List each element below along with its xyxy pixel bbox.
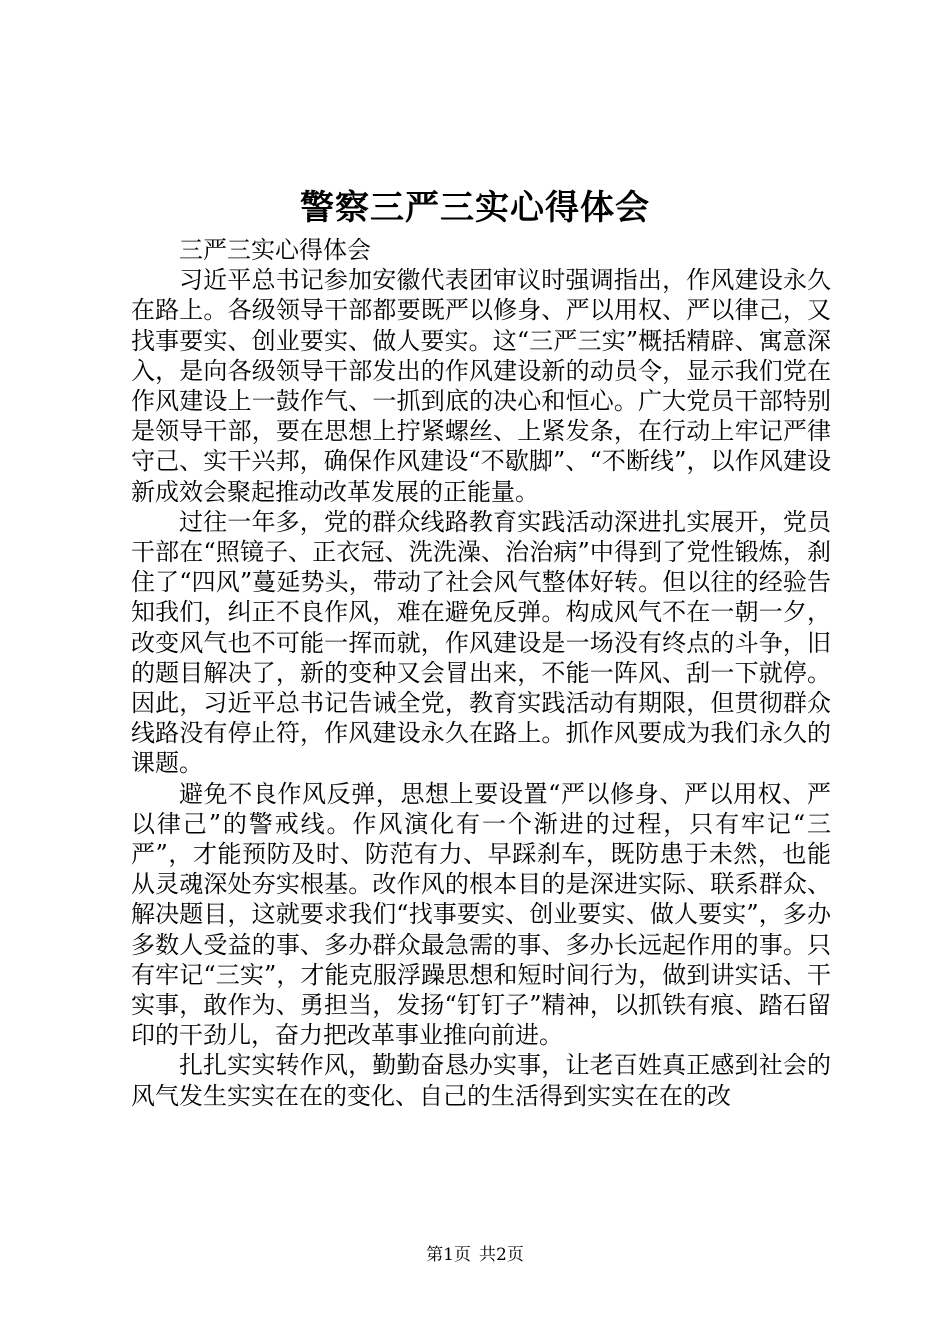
document-body bbox=[131, 235, 831, 1111]
page-number: 第1页 bbox=[426, 1245, 471, 1265]
page-total: 共2页 bbox=[479, 1245, 524, 1265]
body-paragraph: 习近平总书记参加安徽代表团审议时强调指出，作风建设永久在路上。各级领导干部都要既严以修身、严以用权、严以律己，又找事要实、创业要实、做人要实。这“三严三实”概括精辟、寓意深入，是向各级领导干部发出的作风建设新的动员令，显示我们党在作风建设上一鼓作气、一抓到底的决心和恒心。广大党员干部特别是领导干部，要在思想上拧紧螺丝、上紧发条，在行动上牢记严律守己、实干兴邦，确保作风建设“不歇脚”、“不断线”，以作风建设新成效会聚起推动改革发展的正能量。 bbox=[131, 266, 831, 506]
subtitle-paragraph: 三严三实心得体会 bbox=[179, 236, 371, 264]
body-paragraph: 过往一年多，党的群众线路教育实践活动深进扎实展开，党员干部在“照镜子、正衣冠、洗洗澡、治治病”中得到了党性锻炼，刹住了“四风”蔓延势头，带动了社会风气整体好转。但以往的经验告知我们，纠正不良作风，难在避免反弹。构成风气不在一朝一夕，改变风气也不可能一挥而就，作风建设是一场没有终点的斗争，旧的题目解决了，新的变种又会冒出来，不能一阵风、刮一下就停。因此，习近平总书记告诫全党，教育实践活动有期限，但贯彻群众线路没有停止符，作风建设永久在路上。抓作风要成为我们永久的课题。 bbox=[131, 507, 831, 778]
page-footer bbox=[0, 1244, 950, 1266]
body-paragraph: 扎扎实实转作风，勤勤奋恳办实事，让老百姓真正感到社会的风气发生实实在在的变化、自己的生活得到实实在在的改 bbox=[131, 1051, 831, 1110]
document-title: 警察三严三实心得体会 bbox=[300, 188, 650, 228]
body-paragraph: 避免不良作风反弹，思想上要设置“严以修身、严以用权、严以律己”的警戒线。作风演化有一个渐进的过程，只有牢记“三严”，才能预防及时、防范有力、早踩刹车，既防患于未然，也能从灵魂深处夯实根基。改作风的根本目的是深进实际、联系群众、解决题目，这就要求我们“找事要实、创业要实、做人要实”，多办多数人受益的事、多办群众最急需的事、多办长远起作用的事。只有牢记“三实”，才能克服浮躁思想和短时间行为，做到讲实话、干实事，敢作为、勇担当，发扬“钉钉子”精神，以抓铁有痕、踏石留印的干劲儿，奋力把改革事业推向前进。 bbox=[131, 779, 831, 1050]
